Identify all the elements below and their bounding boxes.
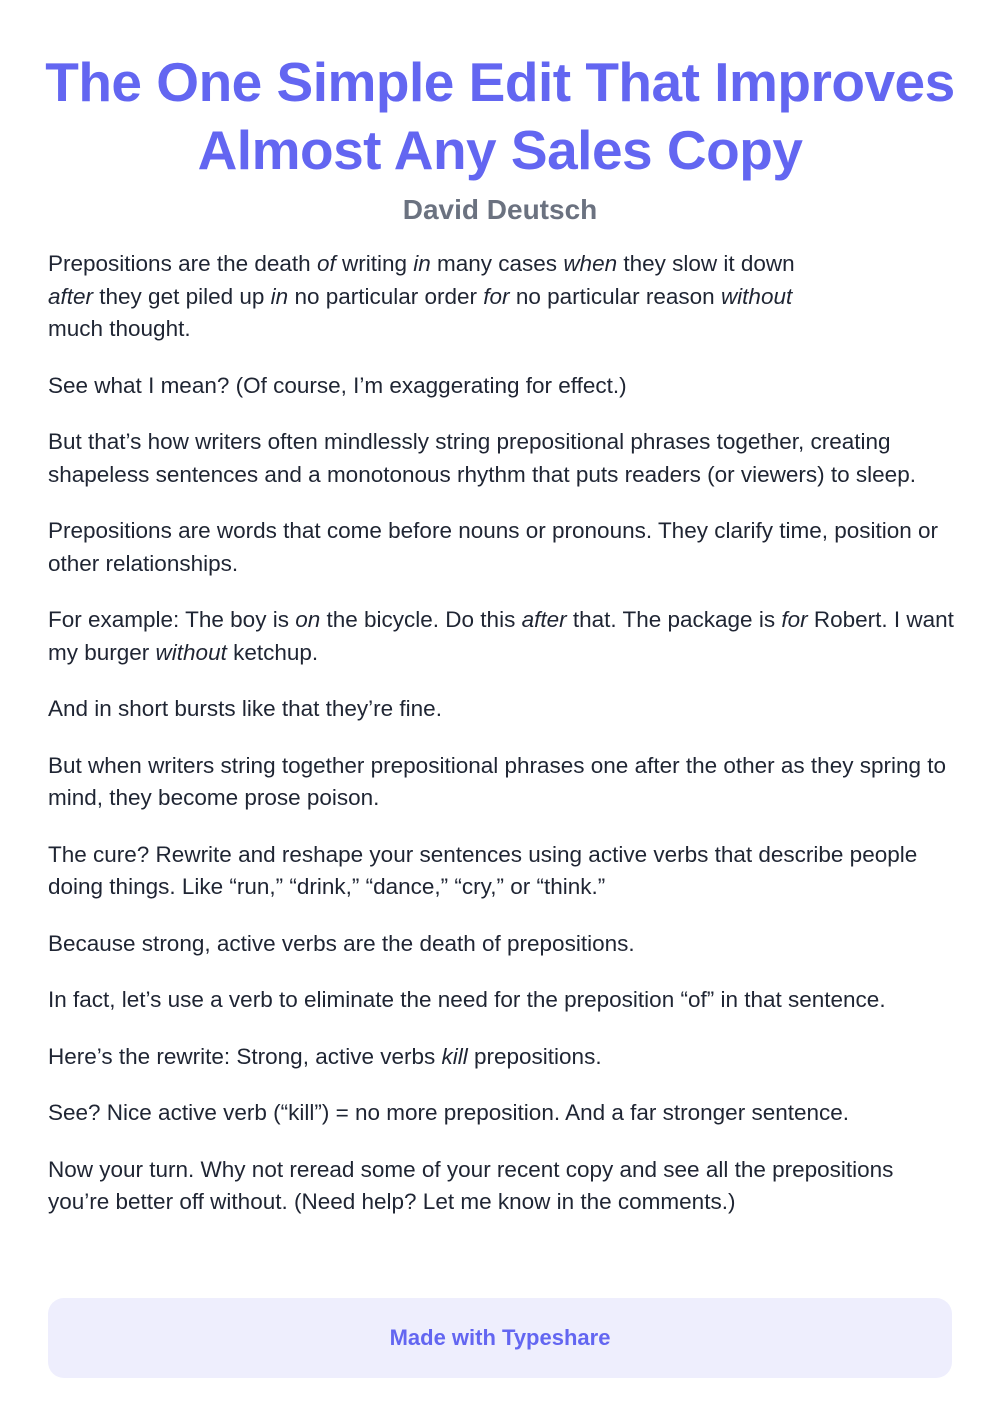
paragraph-4: Prepositions are words that come before nouns or pronouns. They clarify time, position or other relationships. [48, 518, 939, 576]
paragraph-1 [48, 248, 808, 346]
italic-word: in [413, 251, 431, 276]
text-run: Prepositions are the death [48, 251, 317, 276]
italic-word: without [720, 283, 793, 309]
paragraph-12: See? Nice active verb (“kill”) = no more preposition. And a far stronger sentence. [48, 1100, 850, 1125]
made-with-typeshare-link[interactable]: Made with Typeshare [389, 1325, 611, 1350]
italic-word: kill [441, 1043, 468, 1069]
paragraph-6: And in short bursts like that they’re fine. [48, 696, 442, 721]
text-run: Robert. I want my burger [48, 607, 954, 665]
text-run: the bicycle. Do this [320, 607, 522, 632]
paragraph-5 [48, 604, 958, 669]
paragraph-10: In fact, let’s use a verb to eliminate the need for the preposition “of” in that sentence. [48, 987, 886, 1012]
footer-banner [48, 1298, 952, 1378]
italic-word: when [563, 251, 618, 276]
italic-word: for [781, 607, 808, 632]
article-title: The One Simple Edit That Improves Almost Any Sales Copy [45, 51, 955, 181]
article-body [48, 248, 958, 1243]
paragraph-2: See what I mean? (Of course, I’m exaggerating for effect.) [48, 372, 627, 398]
italic-word: after [521, 607, 567, 632]
paragraph-7: But when writers string together prepositional phrases one after the other as they spring to mind, they become prose poison. [48, 752, 947, 810]
author-name: David Deutsch [402, 194, 598, 225]
paragraph-11 [48, 1041, 958, 1074]
text-run: Here’s the rewrite: Strong, active verbs [48, 1043, 442, 1069]
text-run: no particular order [288, 283, 484, 309]
text-run: many cases [430, 251, 564, 276]
text-run: no particular reason [509, 283, 721, 309]
paragraph-3: But that’s how writers often mindlessly string prepositional phrases together, creating shapeless sentences and a monotonous rhythm that puts readers (or viewers) to sleep. [48, 429, 916, 487]
italic-word: on [295, 607, 321, 632]
text-run: they get piled up [93, 283, 271, 309]
text-run: prepositions. [467, 1043, 602, 1069]
italic-word: after [48, 283, 94, 309]
text-run: ketchup. [226, 639, 319, 665]
paragraph-9: Because strong, active verbs are the death of prepositions. [48, 930, 635, 956]
italic-word: of [316, 251, 336, 276]
italic-word: for [483, 283, 510, 309]
text-run: they slow it down [617, 251, 795, 276]
italic-word: in [270, 283, 289, 309]
text-run: writing [335, 251, 414, 276]
text-run: For example: The boy is [48, 607, 296, 632]
paragraph-13: Now your turn. Why not reread some of your recent copy and see all the prepositions you’re better off without. (Need help? Let me know in the comments.) [48, 1156, 894, 1214]
italic-word: without [155, 639, 227, 665]
paragraph-8: The cure? Rewrite and reshape your sentences using active verbs that describe people doing things. Like “run,” “drink,” “dance,” “cry,” or “think.” [48, 841, 918, 899]
text-run: that. The package is [566, 607, 782, 632]
text-run: much thought. [48, 316, 191, 341]
